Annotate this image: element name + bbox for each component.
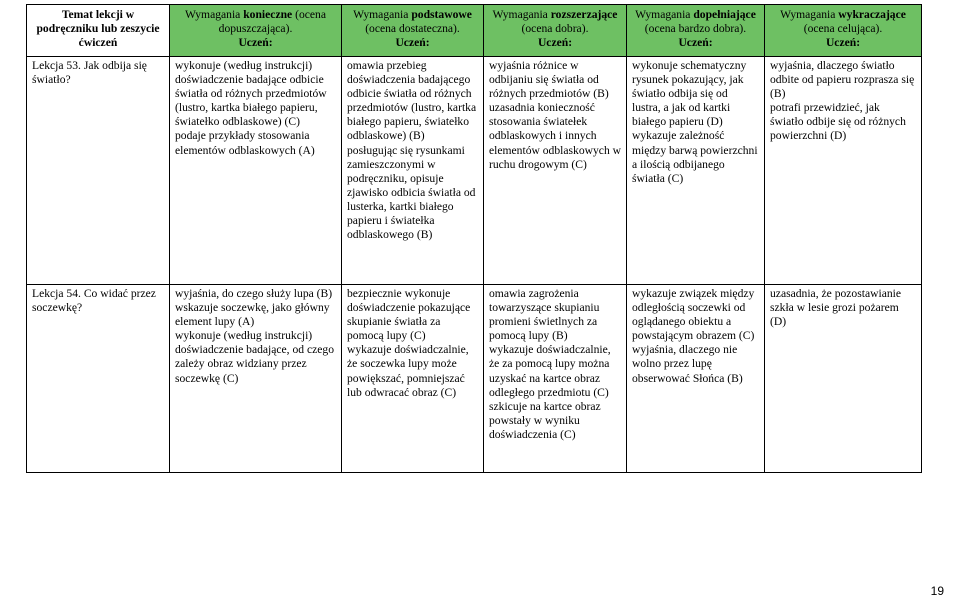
requirement-item: uzasadnia, że pozostawianie szkła w lesie grozi pożarem (D) bbox=[770, 287, 902, 329]
requirement-cell bbox=[627, 57, 765, 285]
header-level: rozszerzające bbox=[550, 8, 618, 21]
lesson-title: Lekcja 54. Co widać przez soczewkę? bbox=[32, 287, 156, 315]
header-student: Uczeń: bbox=[825, 36, 861, 50]
requirement-item: wykazuje doświadczalnie, że soczewka lupy może powiększać, pomniejszać lub odwracać obraz (C) bbox=[347, 343, 469, 399]
requirements-table bbox=[26, 4, 922, 473]
header-prefix: Wymagania bbox=[635, 8, 694, 21]
page-number: 19 bbox=[930, 584, 944, 598]
requirement-cell bbox=[170, 285, 342, 473]
requirement-item: posługując się rysunkami zamieszczonymi w podręczniku, opisuje zjawisko odbicia światła od lusterka, kartki białego papieru i światełka odblaskowego (B) bbox=[347, 143, 476, 242]
header-prefix: Wymagania bbox=[492, 8, 551, 21]
header-complementary bbox=[627, 5, 765, 57]
requirement-item: wykazuje doświadczalnie, że za pomocą lupy można uzyskać na kartce obraz odległego przedmiotu (C) bbox=[489, 343, 611, 399]
requirement-item: wykonuje (według instrukcji) doświadczenie badające odbicie światła od różnych przedmiotów (lustro, kartka białego papieru, światełko odblaskowe) (C) bbox=[175, 59, 327, 129]
requirement-cell bbox=[765, 285, 922, 473]
header-level: podstawowe bbox=[411, 8, 472, 21]
table-row bbox=[27, 57, 922, 285]
header-grade: (ocena dostateczna). bbox=[365, 22, 460, 36]
header-level: wykraczające bbox=[838, 8, 906, 21]
requirement-item: wykazuje zależność między barwą powierzchni a ilością odbijanego światła (C) bbox=[632, 129, 758, 185]
header-student: Uczeń: bbox=[395, 36, 430, 50]
header-grade: (ocena dobra). bbox=[521, 22, 589, 36]
header-student: Uczeń: bbox=[537, 36, 573, 50]
header-level: konieczne bbox=[243, 8, 293, 21]
header-exceeding bbox=[765, 5, 922, 57]
requirement-item: uzasadnia konieczność stosowania światełek odblaskowych i innych elementów odblaskowych w ruchu drogowym (C) bbox=[489, 101, 622, 171]
requirement-item: wyjaśnia, do czego służy lupa (B) bbox=[175, 287, 333, 300]
requirement-cell bbox=[627, 285, 765, 473]
header-row bbox=[27, 5, 922, 57]
requirement-item: wyjaśnia, dlaczego światło odbite od papieru rozprasza się (B) bbox=[770, 59, 915, 101]
header-prefix: Wymagania bbox=[353, 8, 412, 21]
header-grade: (ocena bardzo dobra). bbox=[644, 22, 747, 36]
header-student: Uczeń: bbox=[678, 36, 713, 50]
lesson-cell bbox=[27, 57, 170, 285]
header-lesson-topic bbox=[27, 5, 170, 57]
table-row bbox=[27, 285, 922, 473]
requirement-cell bbox=[765, 57, 922, 285]
requirement-item: podaje przykłady stosowania elementów odblaskowych (A) bbox=[175, 129, 315, 157]
requirement-item: bezpiecznie wykonuje doświadczenie pokazujące skupianie światła za pomocą lupy (C) bbox=[347, 287, 471, 343]
requirement-item: wyjaśnia, dlaczego nie wolno przez lupę obserwować Słońca (B) bbox=[632, 343, 743, 385]
requirement-cell bbox=[342, 285, 484, 473]
requirement-item: wykonuje (według instrukcji) doświadczenie badające, od czego zależy obraz widziany przez soczewkę (C) bbox=[175, 329, 335, 385]
lesson-cell bbox=[27, 285, 170, 473]
requirement-cell bbox=[484, 57, 627, 285]
requirement-item: wykonuje schematyczny rysunek pokazujący, jak światło odbija się od lustra, a jak od kartki białego papieru (D) bbox=[632, 59, 747, 129]
lesson-title: Lekcja 53. Jak odbija się światło? bbox=[32, 59, 147, 87]
header-necessary bbox=[170, 5, 342, 57]
requirement-item: wykazuje związek między odległością soczewki od oglądanego obiektu a powstającym obrazem (C) bbox=[632, 287, 755, 343]
requirement-cell bbox=[170, 57, 342, 285]
header-student: Uczeń: bbox=[238, 36, 273, 50]
requirement-item: szkicuje na kartce obraz powstały w wyniku doświadczenia (C) bbox=[489, 399, 601, 441]
header-grade: (ocena celująca). bbox=[803, 22, 883, 36]
header-extended bbox=[484, 5, 627, 57]
requirement-item: omawia przebieg doświadczenia badającego odbicie światła od różnych przedmiotów (lustro, kartka białego papieru, światełko odblaskowe) (B) bbox=[347, 59, 477, 143]
requirement-item: wskazuje soczewkę, jako główny element lupy (A) bbox=[175, 301, 330, 329]
requirement-item: omawia zagrożenia towarzyszące skupianiu promieni świetlnych za pomocą lupy (B) bbox=[489, 287, 600, 343]
requirement-item: wyjaśnia różnice w odbijaniu się światła od różnych przedmiotów (B) bbox=[489, 59, 609, 101]
header-lesson-topic-text: Temat lekcji w podręczniku lub zeszycie ćwiczeń bbox=[36, 8, 160, 50]
requirement-cell bbox=[342, 57, 484, 285]
header-level: dopełniające bbox=[693, 8, 756, 21]
header-prefix: Wymagania bbox=[780, 8, 839, 21]
header-grade: (ocena dopuszczająca). bbox=[218, 8, 326, 36]
requirement-cell bbox=[484, 285, 627, 473]
requirement-item: potrafi przewidzieć, jak światło odbije się od różnych powierzchni (D) bbox=[770, 101, 906, 143]
header-basic bbox=[342, 5, 484, 57]
header-prefix: Wymagania bbox=[185, 8, 244, 21]
